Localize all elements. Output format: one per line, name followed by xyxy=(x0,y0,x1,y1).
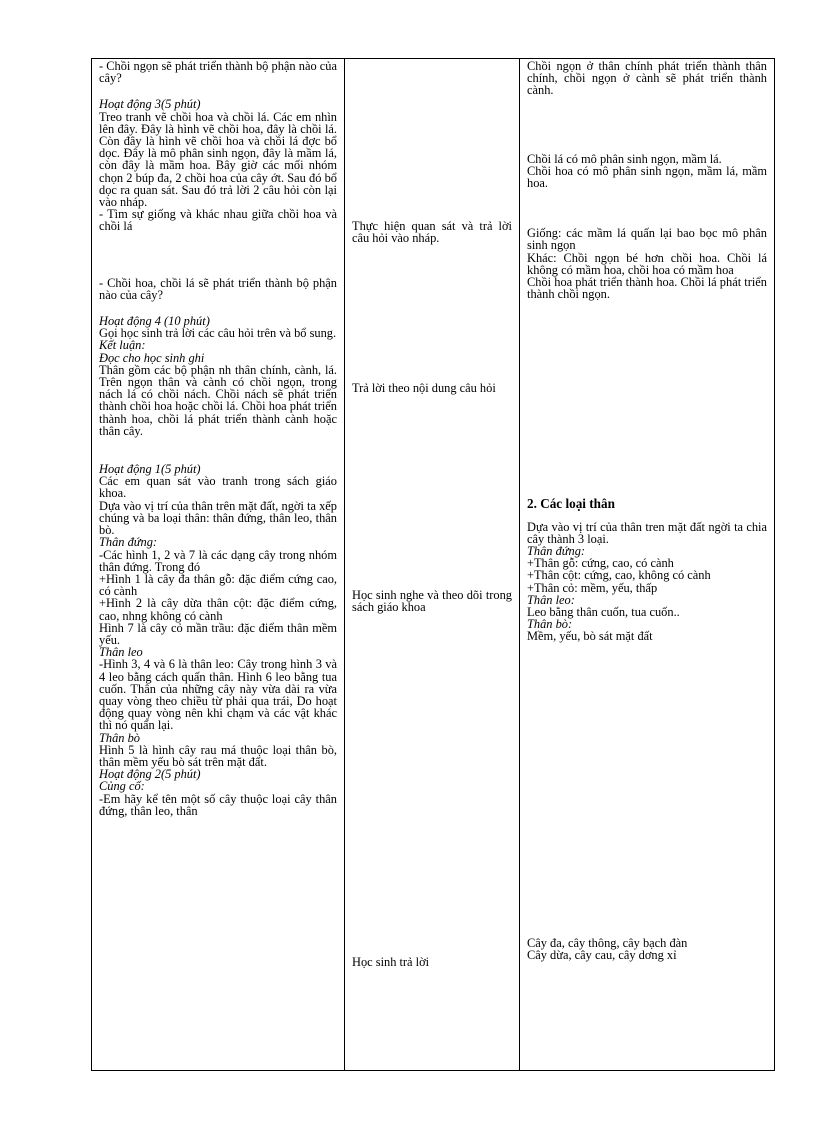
activity-text: +Hình 1 là cây đa thân gỗ: đặc điểm cứng cao, có cành xyxy=(99,571,337,599)
content-text: Mềm, yếu, bò sát mặt đất xyxy=(527,629,653,644)
content-text: Cây đa, cây thông, cây bạch đàn xyxy=(527,935,688,950)
subheading: Thân bò xyxy=(99,730,140,745)
content-text: Dựa vào vị trí của thân tren mặt đất ngời ta chia cây thành 3 loại. xyxy=(527,519,767,546)
activity-text: Treo tranh vẽ chồi hoa và chồi lá. Các em nhìn lên đây. Đây là hình vẽ chồi hoa, đây là chồi lá. Còn đây là hình vẽ chồi hoa và chồi lá đợc bổ dọc. Đây là mô phân sinh ngọn, đây là mầm lá, còn đây là mầm hoa. Bây giờ các mối nhóm chọn 2 búp đa, 2 chồi hoa của cây ớt. Sau đó bổ dọc ra quan sát. Sau đó trả lời 2 câu hỏi còn lại vào nháp. xyxy=(99,109,337,210)
content-text: Leo bằng thân cuốn, tua cuốn.. xyxy=(527,605,680,620)
activity-text: -Em hãy kể tên một số cây thuộc loại cây thân đứng, thân leo, thân xyxy=(99,791,337,818)
subheading: Thân đứng: xyxy=(99,535,158,550)
content-text: Khác: Chồi ngọn bé hơn chồi hoa. Chồi lá không có mầm hoa, chồi hoa có mầm hoa xyxy=(527,250,767,277)
section-heading: 2. Các loại thân xyxy=(527,496,615,512)
conclusion-heading: Kết luận: xyxy=(99,338,146,353)
content-text: +Thân gỗ: cứng, cao, có cành xyxy=(527,556,674,571)
content-text: Chồi hoa phát triển thành hoa. Chồi lá phát triển thành chồi ngọn. xyxy=(527,275,767,302)
activity-text: +Hình 2 là cây dừa thân cột: đặc điểm cứng, cao, nhng không có cành xyxy=(99,596,337,623)
activity-text: Các em quan sát vào tranh trong sách giáo khoa. xyxy=(99,474,337,501)
table-row xyxy=(92,59,775,1071)
conclusion-text: Thân gồm các bộ phận nh thân chính, cành, lá. Trên ngọn thân và cành có chồi ngọn, trong nách lá có chồi nách. Chồi nách sẽ phát triển thành chồi hoa hoặc chồi lá. Chồi hoa phát triển thành hoa, chồi lá phát triển thành cành hoặc thân cây. xyxy=(99,362,337,438)
question-text: - Chồi ngọn sẽ phát triển thành bộ phận nào của cây? xyxy=(99,59,337,86)
activity-heading: Hoạt động 1(5 phút) xyxy=(99,462,201,477)
student-answer: Thực hiện quan sát và trả lời câu hỏi vào nháp. xyxy=(352,219,512,246)
content-text: Chồi ngọn ở thân chính phát triển thành thân chính, chồi ngọn ở cành sẽ phát triển thành cành. xyxy=(527,59,767,98)
lesson-plan-table xyxy=(91,58,775,1071)
subheading: Thân leo: xyxy=(527,592,575,607)
content-text: Cây dừa, cây cau, cây dơng xỉ xyxy=(527,947,677,962)
activity-heading: Hoạt động 3(5 phút) xyxy=(99,97,201,112)
subheading: Củng cố: xyxy=(99,779,145,794)
content-text: +Thân cột: cứng, cao, không có cành xyxy=(527,568,711,583)
activity-text: -Hình 3, 4 và 6 là thân leo: Cây trong hình 3 và 4 leo bằng cách quấn thân. Hình 6 leo bằng tua cuốn. Thân của những cây này vừa dài ra vừa quay vòng theo chiều từ phải qua trái, Do hoạt động quay vòng nên khi chạm và các vật khác thì nó quấn lại. xyxy=(99,657,337,733)
student-answer: Trả lời theo nội dung câu hỏi xyxy=(352,381,496,396)
activity-text: Hình 5 là hình cây rau má thuộc loại thân bò, thân mềm yếu bò sát trên mặt đất. xyxy=(99,742,337,769)
content-text: Chồi lá có mô phân sinh ngọn, mầm lá. xyxy=(527,151,722,166)
content-text: Giống: các mầm lá quấn lại bao bọc mô phân sinh ngọn xyxy=(527,226,767,253)
note-heading: Đọc cho học sinh ghi xyxy=(99,350,205,365)
content-text: Chồi hoa có mô phân sinh ngọn, mầm lá, mầm hoa. xyxy=(527,163,767,191)
student-answer: Học sinh nghe và theo dõi trong sách giáo khoa xyxy=(352,587,512,614)
question-text: - Tìm sự giống và khác nhau giữa chồi hoa và chồi lá xyxy=(99,207,337,234)
teacher-activity-cell xyxy=(92,59,345,1071)
activity-heading: Hoạt động 4 (10 phút) xyxy=(99,314,210,329)
student-answer: Học sinh trả lời xyxy=(352,955,430,970)
question-text: - Chồi hoa, chồi lá sẽ phát triển thành bộ phận nào của cây? xyxy=(99,275,337,302)
activity-text: Dựa vào vị trí của thân trên mặt đất, ngời ta xếp chúng và ba loại thân: thân đứng, thân leo, thân bò. xyxy=(99,498,337,538)
subheading: Thân bò: xyxy=(527,617,573,632)
content-text: +Thân cỏ: mềm, yếu, thấp xyxy=(527,580,658,595)
content-cell xyxy=(520,59,775,1071)
student-activity-cell xyxy=(345,59,520,1071)
subheading: Thân leo xyxy=(99,645,143,660)
activity-text: -Các hình 1, 2 và 7 là các dạng cây trong nhóm thân đứng. Trong đó xyxy=(99,547,337,574)
subheading: Thân đứng: xyxy=(527,544,586,559)
activity-text: Gọi học sinh trả lời các câu hỏi trên và bổ sung. xyxy=(99,326,337,341)
activity-heading: Hoạt động 2(5 phút) xyxy=(99,767,201,782)
activity-text: Hình 7 là cây cỏ mần trầu: đặc điểm thân mềm yếu. xyxy=(99,620,337,647)
